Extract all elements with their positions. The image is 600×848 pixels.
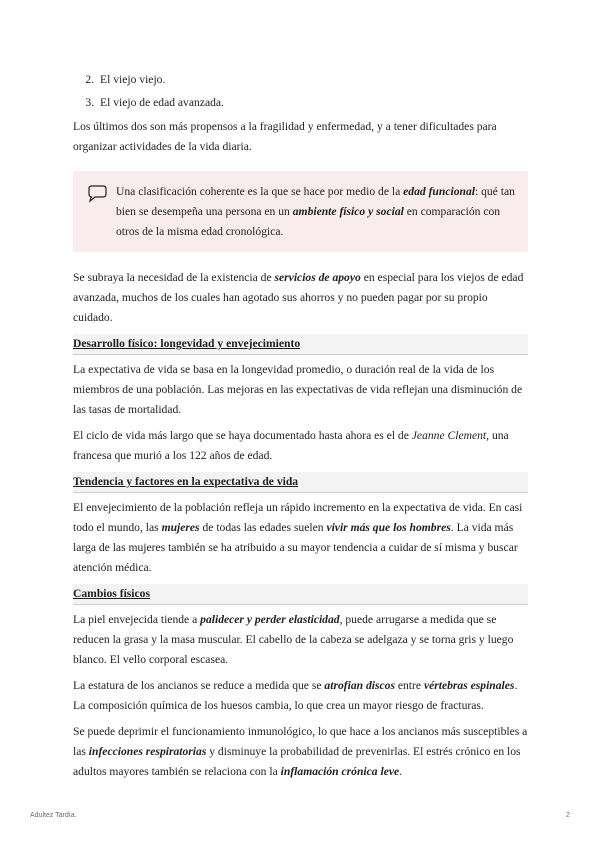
callout-text: Una clasificación coherente es la que se hace por medio de la edad funcional: qué tan bien se desempeña una persona en un ambiente físico y social en comparación con otros de la misma edad cronológica. [116,185,515,238]
intro-paragraph: Los últimos dos son más propensos a la fragilidad y enfermedad, y a tener dificultades para organizar actividades de la vida diaria. [73,120,497,153]
page-number: 2 [566,812,570,819]
paragraph: El ciclo de vida más largo que se haya documentado hasta ahora es el de Jeanne Clement, una francesa que murió a los 122 años de edad. [73,429,509,462]
paragraph: La estatura de los ancianos se reduce a medida que se atrofian discos entre vértebras espinales. La composición química de los huesos cambia, lo que crea un mayor riesgo de fracturas. [73,679,518,712]
support-services-paragraph: Se subraya la necesidad de la existencia de servicios de apoyo en especial para los viejos de edad avanzada, muchos de los cuales han agotado sus ahorros y no pueden pagar por su propio cuidado. [73,271,524,324]
footer-title: Adultez Tardía. [30,812,77,819]
paragraph: Se puede deprimir el funcionamiento inmunológico, lo que hace a los ancianos más susceptibles a las infecciones respiratorias y disminuye la probabilidad de prevenirlas. El estrés crónico en los adultos mayores también se relaciona con la inflamación crónica leve. [73,725,528,778]
callout-box [73,171,528,252]
speech-bubble-icon [85,185,109,205]
paragraph: La piel envejecida tiende a palidecer y perder elasticidad, puede arrugarse a medida que se reducen la grasa y la masa muscular. El cabello de la cabeza se adelgaza y se torna gris y luego blanco. El vello corporal escasea. [73,613,514,666]
paragraph: El envejecimiento de la población refleja un rápido incremento en la expectativa de vida. En casi todo el mundo, las mujeres de todas las edades suelen vivir más que los hombres. La vida más larga de las mujeres también se ha atribuido a su mayor tendencia a cuidar de sí misma y buscar atención médica. [73,501,523,574]
section-heading: Cambios físicos [73,584,528,605]
age-category-list [73,70,528,113]
section-heading: Tendencia y factores en la expectativa de vida [73,472,528,493]
document-page [73,70,528,788]
section-heading: Desarrollo físico: longevidad y envejecimiento [73,334,528,355]
list-item: 3. El viejo de edad avanzada. [97,93,528,113]
paragraph: La expectativa de vida se basa en la longevidad promedio, o duración real de la vida de los miembros de una población. Las mejoras en las expectativas de vida reflejan una disminución de las tasas de mortalidad. [73,363,523,416]
list-item: 2. El viejo viejo. [97,70,528,90]
